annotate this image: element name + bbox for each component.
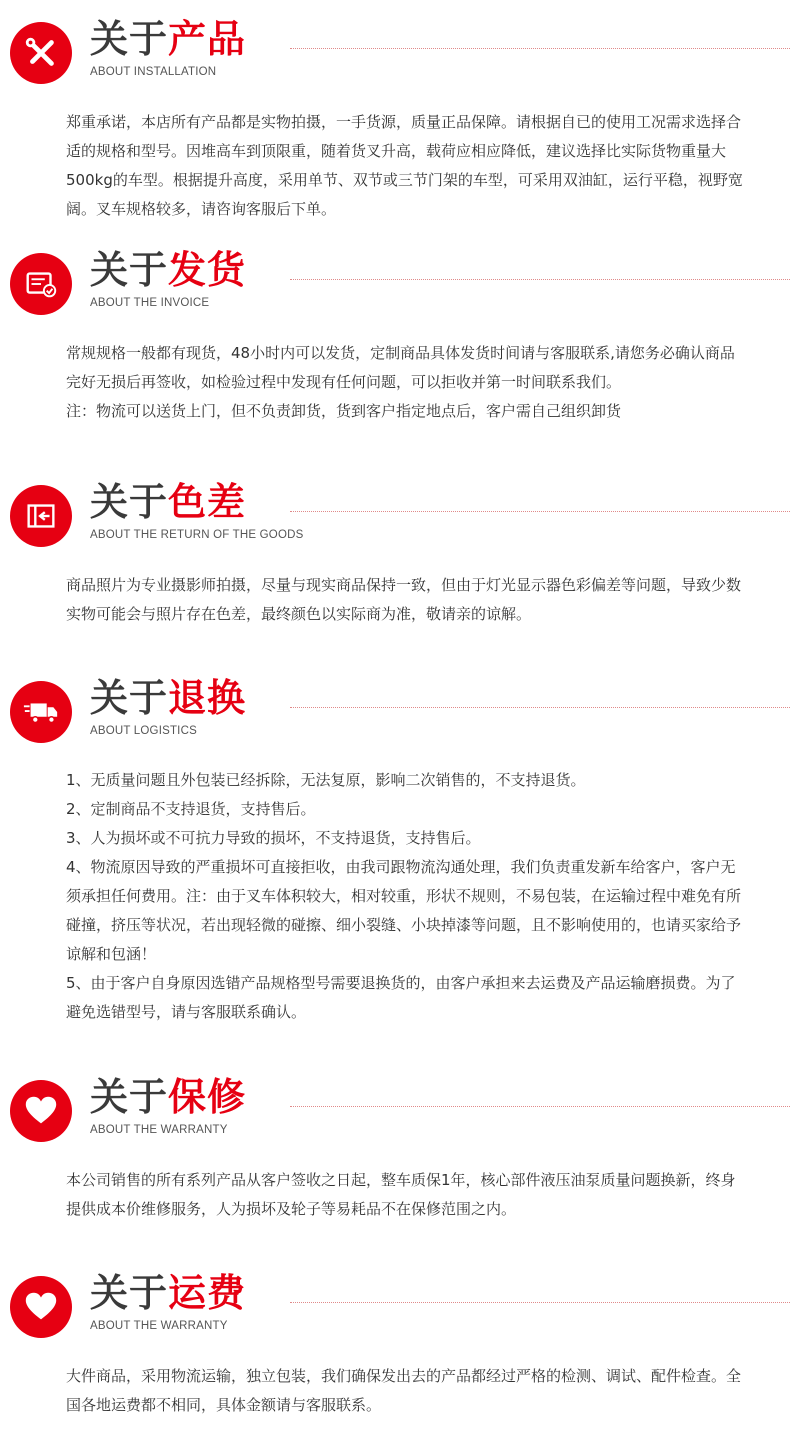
list-item: 5、由于客户自身原因选错产品规格型号需要退换货的，由客户承担来去运费及产品运输磨损费。为了避免选错型号，请与客服联系确认。 [66, 974, 736, 1021]
section-subtitle: ABOUT INSTALLATION [90, 66, 217, 78]
tools-icon [10, 22, 72, 84]
return-box-icon [10, 485, 72, 547]
section-body [66, 571, 746, 629]
dotted-divider [290, 279, 790, 280]
section-title: 关于保修 [90, 1075, 247, 1119]
section-body [66, 766, 746, 1027]
section-title: 关于退换 [90, 676, 247, 720]
section-body [66, 1166, 746, 1224]
heart-icon [10, 1080, 72, 1142]
heart-icon [10, 1276, 72, 1338]
paragraph: 郑重承诺，本店所有产品都是实物拍摄，一手货源，质量正品保障。请根据自已的使用工况需求选择合适的规格和型号。因堆高车到顶限重，随着货叉升高，载荷应相应降低，建议选择比实际货物重量大500kg的车型。根据提升高度，采用单节、双节或三节门架的车型，可采用双油缸，运行平稳，视野宽阔。叉车规格较多，请咨询客服后下单。 [66, 113, 743, 218]
section-body [66, 339, 746, 426]
dotted-divider [290, 707, 790, 708]
dotted-divider [290, 1106, 790, 1107]
section-body [66, 108, 746, 224]
dotted-divider [290, 48, 790, 49]
list-item: 1、无质量问题且外包装已经拆除，无法复原，影响二次销售的，不支持退货。 [66, 771, 586, 789]
section-subtitle: ABOUT THE RETURN OF THE GOODS [90, 529, 304, 541]
truck-icon [10, 681, 72, 743]
paragraph: 本公司销售的所有系列产品从客户签收之日起，整车质保1年，核心部件液压油泵质量问题换新，终身提供成本价维修服务，人为损坏及轮子等易耗品不在保修范围之内。 [66, 1171, 736, 1218]
paragraph: 注：物流可以送货上门，但不负责卸货，货到客户指定地点后，客户需自己组织卸货 [66, 402, 622, 420]
dotted-divider [290, 511, 790, 512]
invoice-icon [10, 253, 72, 315]
section-subtitle: ABOUT LOGISTICS [90, 725, 197, 737]
list-item: 2、定制商品不支持退货，支持售后。 [66, 800, 316, 818]
section-title: 关于产品 [90, 17, 247, 61]
section-title: 关于运费 [90, 1271, 247, 1315]
paragraph: 常规规格一般都有现货，48小时内可以发货，定制商品具体发货时间请与客服联系,请您务必确认商品完好无损后再签收，如检验过程中发现有任何问题，可以拒收并第一时间联系我们。 [66, 344, 735, 391]
section-subtitle: ABOUT THE WARRANTY [90, 1124, 228, 1136]
section-subtitle: ABOUT THE INVOICE [90, 297, 210, 309]
list-item: 4、物流原因导致的严重损坏可直接拒收，由我司跟物流沟通处理，我们负责重发新车给客户，客户无须承担任何费用。注：由于叉车体积较大，相对较重，形状不规则，不易包装，在运输过程中难免有所碰撞，挤压等状况，若出现轻微的碰擦、细小裂缝、小块掉漆等问题，且不影响使用的，也请买家给予谅解和包涵！ [66, 858, 742, 963]
section-body [66, 1362, 746, 1420]
section-title: 关于发货 [90, 248, 247, 292]
paragraph: 商品照片为专业摄影师拍摄，尽量与现实商品保持一致，但由于灯光显示器色彩偏差等问题，导致少数实物可能会与照片存在色差，最终颜色以实际商为准，敬请亲的谅解。 [66, 576, 742, 623]
paragraph: 大件商品，采用物流运输，独立包装，我们确保发出去的产品都经过严格的检测、调试、配件检查。全国各地运费都不相同，具体金额请与客服联系。 [66, 1367, 742, 1414]
dotted-divider [290, 1302, 790, 1303]
list-item: 3、人为损坏或不可抗力导致的损坏，不支持退货，支持售后。 [66, 829, 481, 847]
section-subtitle: ABOUT THE WARRANTY [90, 1320, 228, 1332]
section-title: 关于色差 [90, 480, 247, 524]
